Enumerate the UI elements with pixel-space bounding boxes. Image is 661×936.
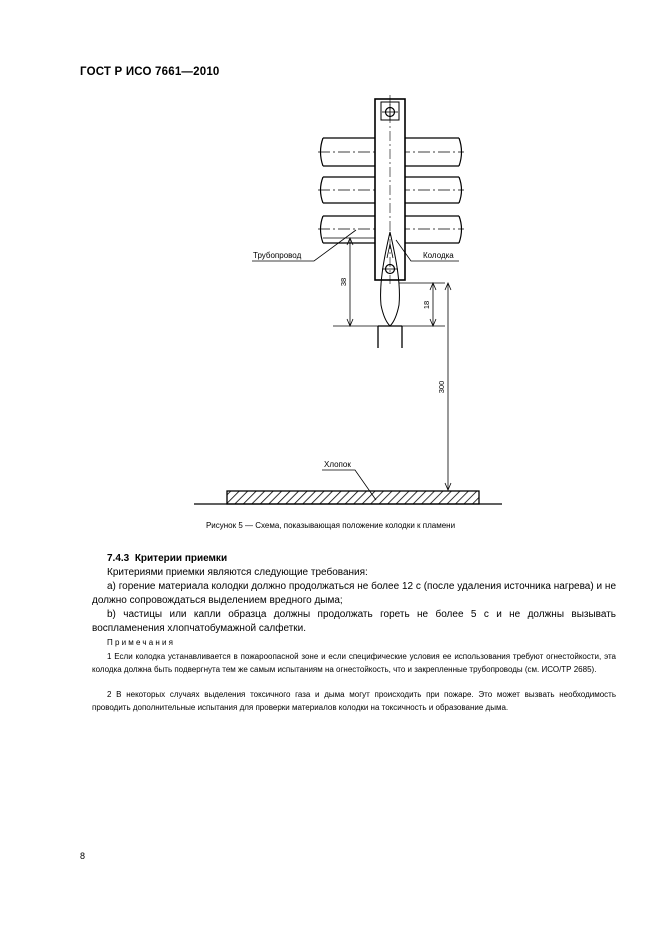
dimension-38-label: 38 [339,277,348,287]
clamp-block [375,95,405,284]
section-number: 7.4.3 [107,553,130,564]
page-number: 8 [80,851,86,861]
label-block: Колодка [423,251,454,260]
section-heading [107,553,227,564]
section-intro: Критериями приемки являются следующие требования: [107,567,368,578]
burner [378,326,402,348]
label-cotton: Хлопок [324,460,351,469]
section-title: Критерии приемки [134,553,228,564]
criterion-b: b) частицы или капли образца должны продолжать гореть не более 5 с и не должны вызывать воспламенения хлопчатобумажной салфетки. [92,609,616,634]
dimension-18-label: 18 [422,300,431,310]
dimension-38 [323,238,378,326]
base-plate [194,491,502,504]
notes-heading: Примечания [107,638,176,647]
criterion-a: а) горение материала колодки должно продолжаться не более 12 с (после удаления источника нагрева) и не должно сопровождаться выделением вредного дыма; [92,581,616,606]
note-1: 1 Если колодка устанавливается в пожароопасной зоне и если специфические условия ее использования требуют огнестойкости, эта колодка должна быть подвергнута тем же самым испытаниям на огнестойкость, что и закрепленные трубопроводы (см. ИСО/ТР 2685). [92,652,616,674]
note-2: 2 В некоторых случаях выделения токсичного газа и дыма могут происходить при пожаре. Это может вызвать необходимость проводить дополнительные испытания для проверки материалов колодки на токсичность и образование дыма. [92,690,616,712]
document-header: ГОСТ Р ИСО 7661—2010 [80,66,220,78]
dimension-300-label: 300 [437,380,446,394]
figure-caption: Рисунок 5 — Схема, показывающая положение колодки к пламени [205,521,456,530]
leader-lines [252,230,459,500]
label-pipeline: Трубопровод [253,251,302,260]
